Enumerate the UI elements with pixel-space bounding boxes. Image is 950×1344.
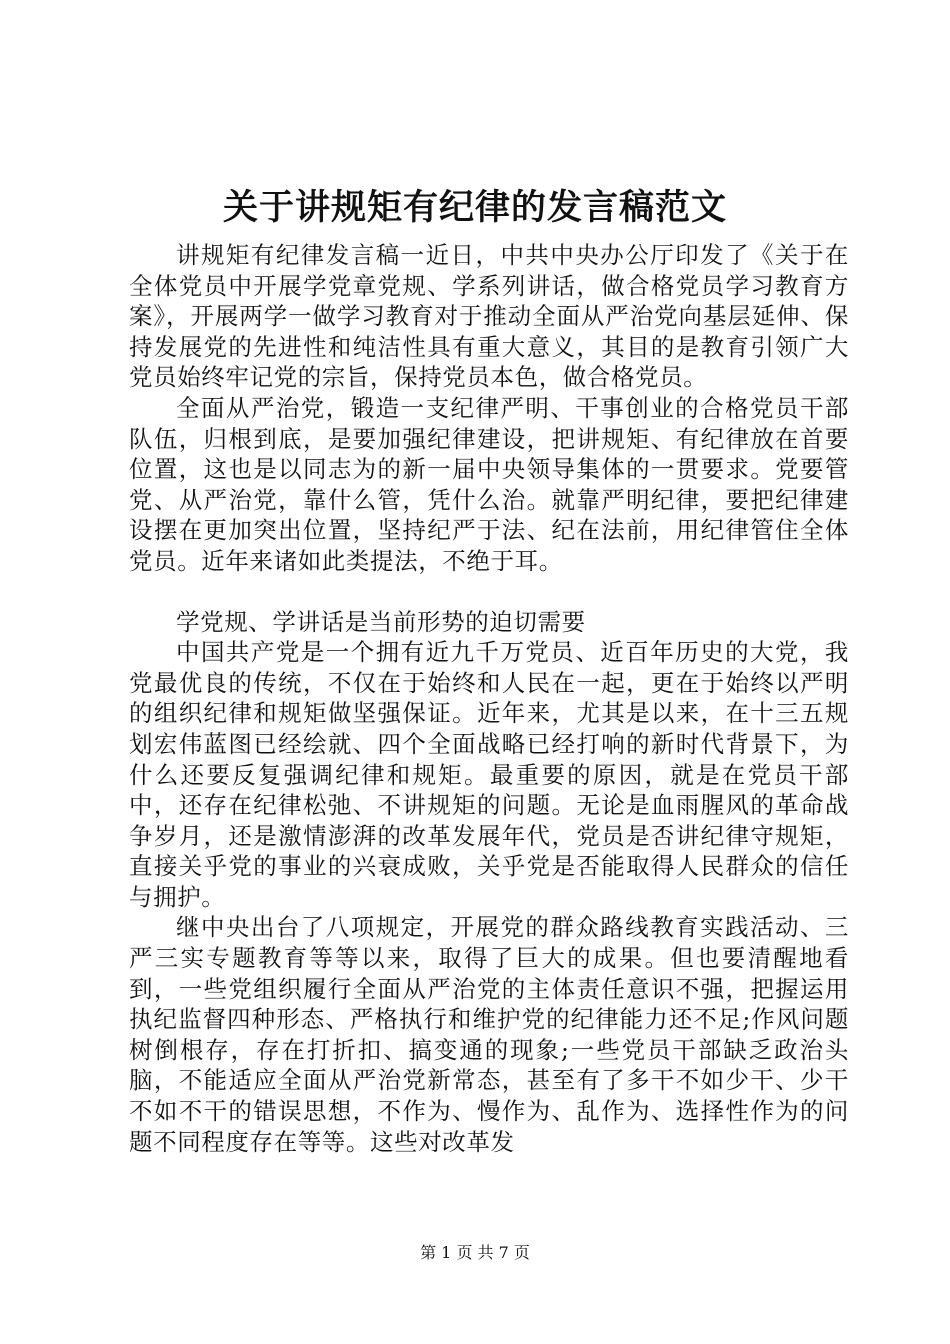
- paragraph: 继中央出台了八项规定，开展党的群众路线教育实践活动、三严三实专题教育等等以来，取得了巨大的成果。但也要清醒地看到，一些党组织履行全面从严治党的主体责任意识不强，把握运用执纪监督四种形态、严格执行和维护党的纪律能力还不足;作风问题树倒根存，存在打折扣、搞变通的现象;一些党员干部缺乏政治头脑，不能适应全面从严治党新常态，甚至有了多干不如少干、少干不如不干的错误思想，不作为、慢作为、乱作为、选择性作为的问题不同程度存在等等。这些对改革发: [129, 913, 849, 1156]
- page-footer: 第 1 页 共 7 页: [420, 1243, 530, 1262]
- paragraph: 全面从严治党，锻造一支纪律严明、干事创业的合格党员干部队伍，归根到底，是要加强纪律建设，把讲规矩、有纪律放在首要位置，这也是以同志为的新一届中央领导集体的一贯要求。党要管党、从严治党，靠什么管，凭什么治。就靠严明纪律，要把纪律建设摆在更加突出位置，坚持纪严于法、纪在法前，用纪律管住全体党员。近年来诸如此类提法，不绝于耳。: [129, 393, 849, 575]
- paragraph: 中国共产党是一个拥有近九千万党员、近百年历史的大党，我党最优良的传统，不仅在于始终和人民在一起，更在于始终以严明的组织纪律和规矩做坚强保证。近年来，尤其是以来，在十三五规划宏伟蓝图已经绘就、四个全面战略已经打响的新时代背景下，为什么还要反复强调纪律和规矩。最重要的原因，就是在党员干部中，还存在纪律松弛、不讲规矩的问题。无论是血雨腥风的革命战争岁月，还是激情澎湃的改革发展年代，党员是否讲纪律守规矩，直接关乎党的事业的兴衰成败，关乎党是否能取得人民群众的信任与拥护。: [129, 638, 849, 911]
- document-title: 关于讲规矩有纪律的发言稿范文: [222, 187, 727, 228]
- paragraph: 讲规矩有纪律发言稿一近日，中共中央办公厅印发了《关于在全体党员中开展学党章党规、学系列讲话，做合格党员学习教育方案》，开展两学一做学习教育对于推动全面从严治党向基层延伸、保持发展党的先进性和纯洁性具有重大意义，其目的是教育引领广大党员始终牢记党的宗旨，保持党员本色，做合格党员。: [129, 241, 849, 392]
- section-heading: 学党规、学讲话是当前形势的迫切需要: [176, 607, 586, 636]
- document-body: [129, 240, 849, 1157]
